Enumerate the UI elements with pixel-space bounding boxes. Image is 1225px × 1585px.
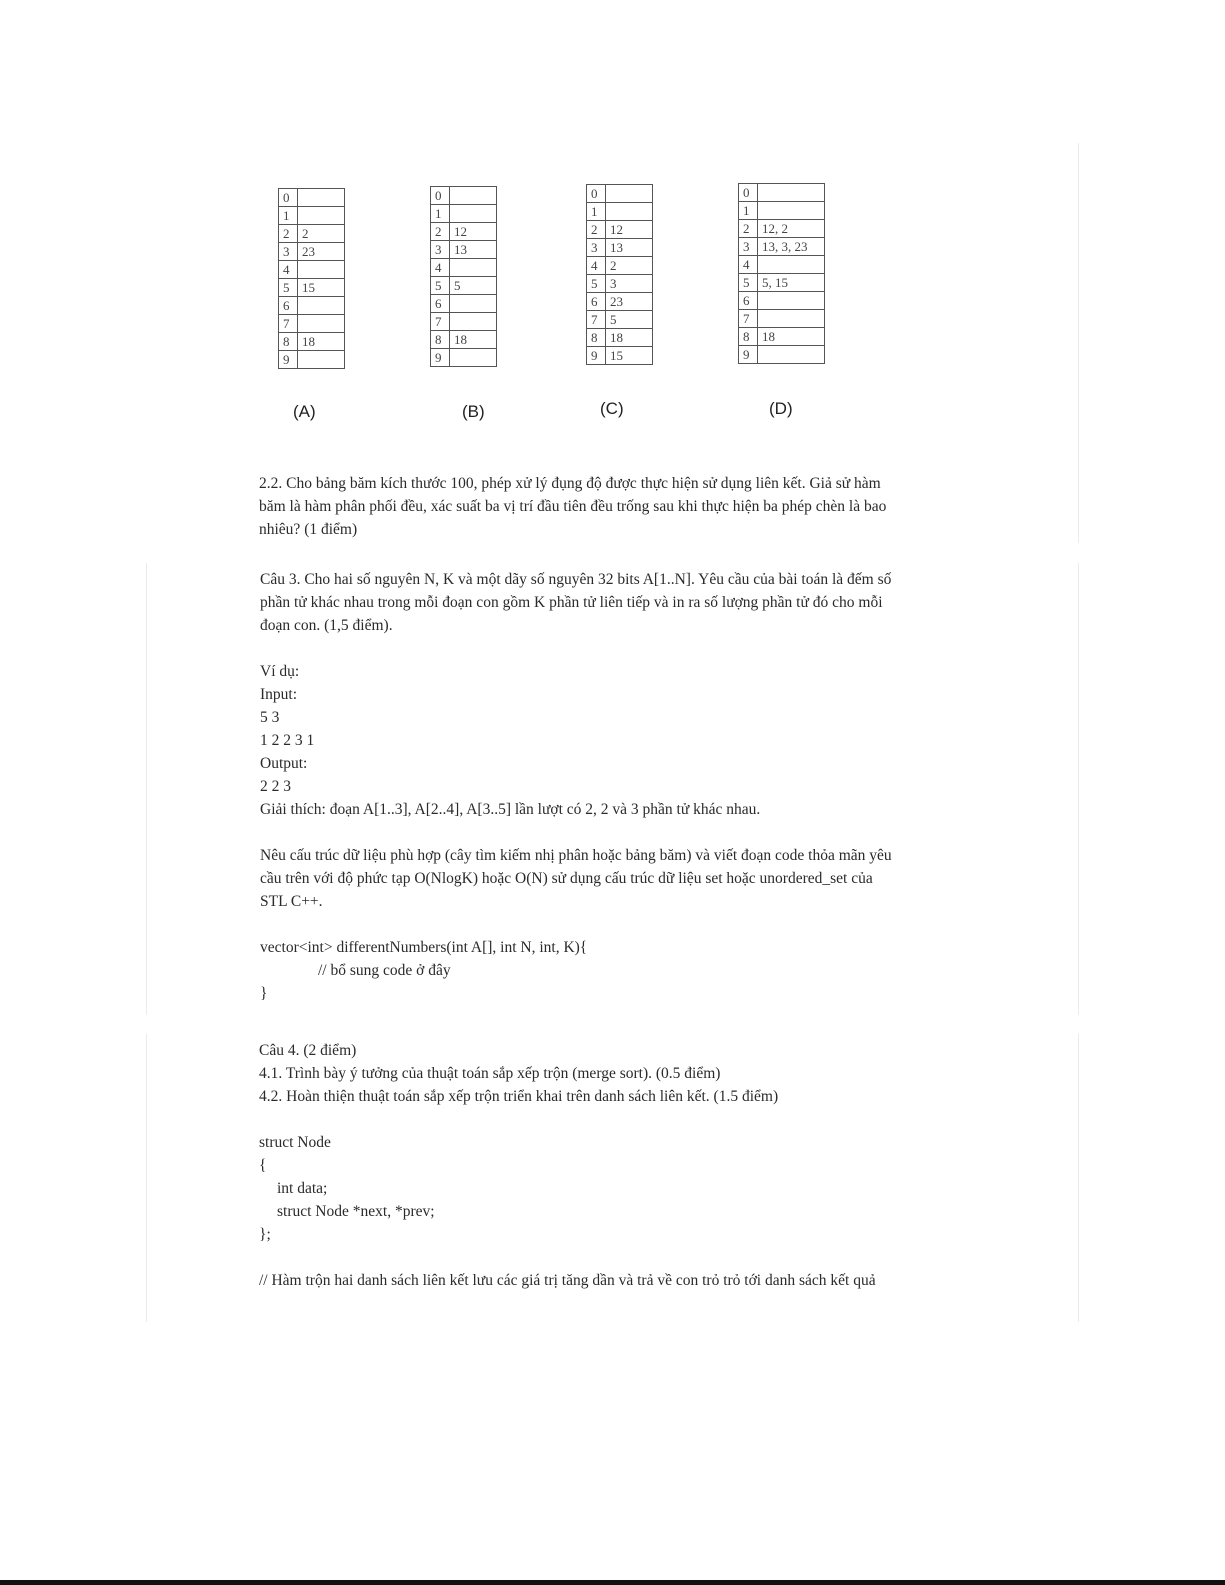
code-signature: vector<int> differentNumbers(int A[], int N, int, K){ <box>260 939 588 956</box>
slot-index: 1 <box>587 203 606 221</box>
struct-field-data: int data; <box>277 1180 328 1197</box>
slot-index: 7 <box>587 311 606 329</box>
slot-index: 8 <box>279 333 298 351</box>
slot-index: 1 <box>739 202 758 220</box>
frame-line-left-q3 <box>146 563 147 1015</box>
example-label: Ví dụ: <box>260 663 300 680</box>
output-line: 2 2 3 <box>260 778 291 795</box>
q3-task-line: cầu trên với độ phức tạp O(NlogK) hoặc O(N) sử dụng cấu trúc dữ liệu set hoặc unordered_set của <box>260 870 873 887</box>
hash-table-row <box>431 205 497 223</box>
hash-table-row <box>739 256 825 274</box>
slot-index: 6 <box>431 295 450 313</box>
hash-table-row <box>279 207 345 225</box>
hash-table-row <box>587 203 653 221</box>
slot-value <box>298 189 345 207</box>
slot-value <box>450 295 497 313</box>
slot-value <box>606 185 653 203</box>
hash-table-row <box>431 349 497 367</box>
slot-value <box>758 292 825 310</box>
q3-intro-line: phần tử khác nhau trong mỗi đoạn con gồm K phần tử liên tiếp và in ra số lượng phần tử đó cho mỗi <box>260 594 883 611</box>
slot-index: 3 <box>739 238 758 256</box>
hash-table-row <box>587 329 653 347</box>
bottom-border <box>0 1580 1225 1585</box>
q3-task-line: STL C++. <box>260 893 323 910</box>
slot-value <box>450 205 497 223</box>
slot-value <box>758 256 825 274</box>
slot-index: 2 <box>739 220 758 238</box>
hash-table-row <box>431 277 497 295</box>
q2-2-line: nhiêu? (1 điểm) <box>259 521 358 538</box>
hash-table-row <box>587 347 653 365</box>
frame-line-right-q4 <box>1078 1034 1079 1322</box>
slot-index: 4 <box>739 256 758 274</box>
slot-value <box>450 187 497 205</box>
slot-value <box>298 261 345 279</box>
slot-value <box>298 315 345 333</box>
hash-table-row <box>739 238 825 256</box>
slot-value <box>606 203 653 221</box>
slot-index: 9 <box>431 349 450 367</box>
slot-value: 13 <box>606 239 653 257</box>
brace-open: { <box>259 1157 267 1174</box>
caption-b: (B) <box>462 402 485 421</box>
caption-d: (D) <box>769 399 793 418</box>
q4-item-2: 4.2. Hoàn thiện thuật toán sắp xếp trộn triển khai trên danh sách liên kết. (1.5 điểm) <box>259 1088 779 1105</box>
slot-value <box>298 207 345 225</box>
slot-index: 5 <box>279 279 298 297</box>
hash-table-row <box>587 275 653 293</box>
struct-field-pointers: struct Node *next, *prev; <box>277 1203 435 1220</box>
q3-intro-line: Câu 3. Cho hai số nguyên N, K và một dãy số nguyên 32 bits A[1..N]. Yêu cầu của bài toán là đếm số <box>260 571 892 588</box>
q4-title: Câu 4. (2 điểm) <box>259 1042 357 1059</box>
hash-table-a <box>278 188 345 369</box>
slot-index: 9 <box>739 346 758 364</box>
slot-value: 5 <box>606 311 653 329</box>
hash-table-row <box>431 223 497 241</box>
slot-index: 9 <box>279 351 298 369</box>
slot-value: 2 <box>606 257 653 275</box>
slot-value: 15 <box>298 279 345 297</box>
hash-table-row <box>431 295 497 313</box>
slot-index: 4 <box>431 259 450 277</box>
slot-index: 0 <box>587 185 606 203</box>
slot-index: 6 <box>739 292 758 310</box>
slot-value <box>450 259 497 277</box>
slot-index: 3 <box>587 239 606 257</box>
slot-value: 2 <box>298 225 345 243</box>
slot-value: 12, 2 <box>758 220 825 238</box>
frame-line-right-q3 <box>1078 563 1079 1015</box>
hash-table-d <box>738 183 825 364</box>
slot-index: 7 <box>739 310 758 328</box>
hash-table-row <box>279 243 345 261</box>
hash-table-row <box>431 187 497 205</box>
brace-close: }; <box>259 1226 271 1243</box>
slot-index: 5 <box>431 277 450 295</box>
hash-table-c <box>586 184 653 365</box>
slot-index: 4 <box>587 257 606 275</box>
slot-index: 6 <box>587 293 606 311</box>
hash-table-row <box>279 297 345 315</box>
hash-table-row <box>279 315 345 333</box>
slot-index: 5 <box>739 274 758 292</box>
merge-comment: // Hàm trộn hai danh sách liên kết lưu các giá trị tăng dần và trả về con trỏ trỏ tới danh sách kết quả <box>259 1272 876 1289</box>
slot-value: 18 <box>450 331 497 349</box>
slot-value: 3 <box>606 275 653 293</box>
q2-2-line: 2.2. Cho bảng băm kích thước 100, phép xử lý đụng độ được thực hiện sử dụng liên kết. Giả sử hàm <box>259 475 881 492</box>
hash-table-row <box>587 239 653 257</box>
slot-index: 0 <box>431 187 450 205</box>
hash-table-row <box>587 185 653 203</box>
slot-index: 2 <box>431 223 450 241</box>
slot-index: 3 <box>431 241 450 259</box>
hash-table-row <box>587 311 653 329</box>
slot-index: 1 <box>431 205 450 223</box>
slot-index: 5 <box>587 275 606 293</box>
slot-value: 13 <box>450 241 497 259</box>
slot-index: 1 <box>279 207 298 225</box>
slot-index: 6 <box>279 297 298 315</box>
frame-line-right <box>1078 143 1079 543</box>
hash-table-row <box>431 313 497 331</box>
slot-index: 8 <box>587 329 606 347</box>
slot-value: 5 <box>450 277 497 295</box>
question-2-2 <box>259 472 999 541</box>
slot-value: 5, 15 <box>758 274 825 292</box>
struct-open: struct Node <box>259 1134 331 1151</box>
slot-index: 3 <box>279 243 298 261</box>
slot-index: 2 <box>587 221 606 239</box>
hash-table-row <box>739 328 825 346</box>
slot-index: 0 <box>279 189 298 207</box>
hash-table-row <box>739 184 825 202</box>
slot-index: 2 <box>279 225 298 243</box>
q3-intro-line: đoạn con. (1,5 điểm). <box>260 617 393 634</box>
code-close: } <box>260 985 268 1002</box>
slot-value <box>758 346 825 364</box>
hash-table-row <box>739 292 825 310</box>
slot-value <box>298 351 345 369</box>
code-comment: // bổ sung code ở đây <box>318 962 451 979</box>
slot-index: 0 <box>739 184 758 202</box>
slot-index: 9 <box>587 347 606 365</box>
slot-value <box>450 313 497 331</box>
output-label: Output: <box>260 755 308 772</box>
hash-table-row <box>739 202 825 220</box>
hash-table-row <box>587 293 653 311</box>
hash-table-row <box>279 279 345 297</box>
q2-2-line: băm là hàm phân phối đều, xác suất ba vị trí đầu tiên đều trống sau khi thực hiện ba phép chèn là bao <box>259 498 887 515</box>
hash-table-row <box>431 259 497 277</box>
hash-table-row <box>279 189 345 207</box>
input-label: Input: <box>260 686 298 703</box>
slot-index: 8 <box>739 328 758 346</box>
hash-table-row <box>587 221 653 239</box>
hash-table-row <box>279 225 345 243</box>
slot-value: 18 <box>298 333 345 351</box>
slot-value <box>298 297 345 315</box>
q3-task-line: Nêu cấu trúc dữ liệu phù hợp (cây tìm kiếm nhị phân hoặc bảng băm) và viết đoạn code thỏa mãn yêu <box>260 847 892 864</box>
hash-table-row <box>739 220 825 238</box>
hash-table-row <box>279 351 345 369</box>
hash-table-row <box>587 257 653 275</box>
hash-table-row <box>431 331 497 349</box>
slot-value: 18 <box>606 329 653 347</box>
input-line-1: 5 3 <box>260 709 280 726</box>
slot-value <box>758 184 825 202</box>
slot-value: 23 <box>298 243 345 261</box>
q4-item-1: 4.1. Trình bày ý tưởng của thuật toán sắp xếp trộn (merge sort). (0.5 điểm) <box>259 1065 721 1082</box>
slot-value <box>758 310 825 328</box>
question-4 <box>259 1039 1019 1292</box>
hash-table-row <box>739 346 825 364</box>
hash-table-row <box>279 333 345 351</box>
caption-c: (C) <box>600 399 624 418</box>
slot-value: 12 <box>450 223 497 241</box>
explanation: Giải thích: đoạn A[1..3], A[2..4], A[3..5] lần lượt có 2, 2 và 3 phần tử khác nhau. <box>260 801 761 818</box>
slot-index: 4 <box>279 261 298 279</box>
slot-index: 8 <box>431 331 450 349</box>
hash-table-row <box>739 310 825 328</box>
frame-line-left-q4 <box>146 1034 147 1322</box>
question-3 <box>260 568 1000 1005</box>
hash-table-b <box>430 186 497 367</box>
slot-value: 15 <box>606 347 653 365</box>
input-line-2: 1 2 2 3 1 <box>260 732 315 749</box>
slot-index: 7 <box>431 313 450 331</box>
caption-a: (A) <box>293 402 316 421</box>
hash-table-row <box>739 274 825 292</box>
slot-value: 18 <box>758 328 825 346</box>
hash-table-row <box>279 261 345 279</box>
slot-value: 13, 3, 23 <box>758 238 825 256</box>
slot-value <box>450 349 497 367</box>
hash-table-row <box>431 241 497 259</box>
slot-value <box>758 202 825 220</box>
slot-index: 7 <box>279 315 298 333</box>
slot-value: 23 <box>606 293 653 311</box>
slot-value: 12 <box>606 221 653 239</box>
